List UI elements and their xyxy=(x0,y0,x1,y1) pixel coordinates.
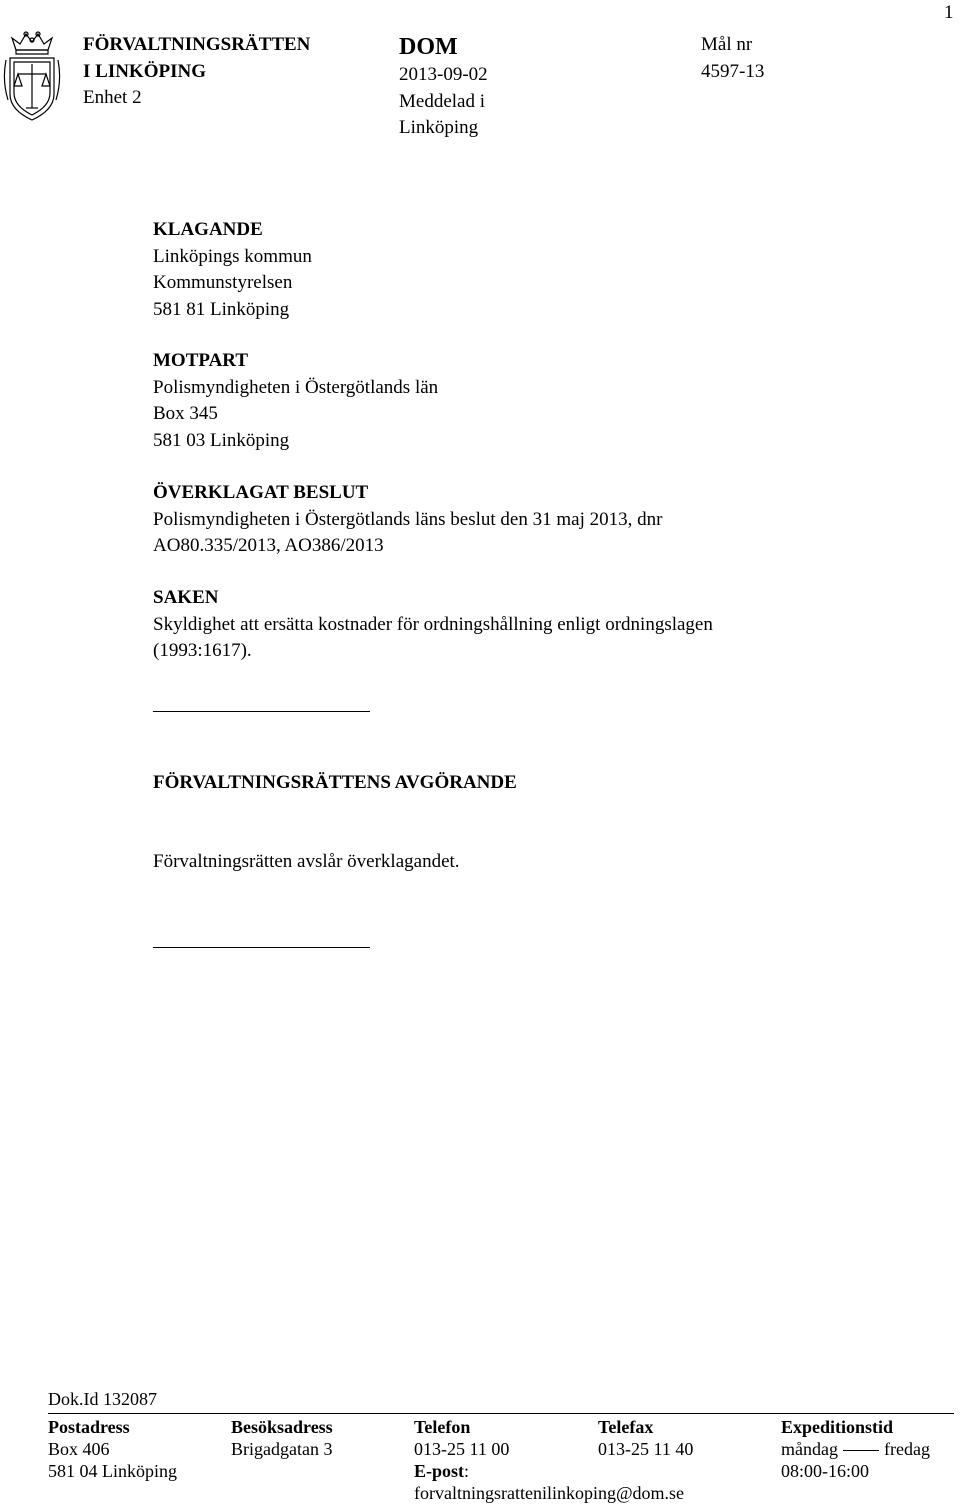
klagande-line: Kommunstyrelsen xyxy=(153,272,293,293)
telefon-label: Telefon xyxy=(414,1417,471,1437)
footer-divider xyxy=(48,1413,954,1414)
overklagat-beslut-section xyxy=(153,480,853,560)
avgorande-heading: FÖRVALTNINGSRÄTTENS AVGÖRANDE xyxy=(153,772,517,793)
postadress-line: 581 04 Linköping xyxy=(48,1461,177,1481)
issued-place: Linköping xyxy=(399,117,479,138)
separator-line xyxy=(153,711,370,712)
footer-telefax xyxy=(598,1416,693,1460)
motpart-line: 581 03 Linköping xyxy=(153,429,290,451)
overklagat-line: AO80.335/2013, AO386/2013 xyxy=(153,535,384,556)
email-label: E-post xyxy=(414,1461,465,1481)
court-name-line2: I LINKÖPING xyxy=(83,60,206,82)
email-colon: : xyxy=(464,1461,470,1481)
saken-heading: SAKEN xyxy=(153,587,219,608)
case-number: 4597-13 xyxy=(701,60,765,82)
motpart-heading: MOTPART xyxy=(153,350,249,371)
motpart-line: Box 345 xyxy=(153,403,218,424)
motpart-line: Polismyndigheten i Östergötlands län xyxy=(153,376,439,398)
expeditionstid-day-from: måndag xyxy=(781,1439,838,1459)
document-type: DOM xyxy=(399,34,458,60)
case-number-label: Mål nr xyxy=(701,34,753,55)
telefax-number: 013-25 11 40 xyxy=(598,1439,694,1459)
court-unit: Enhet 2 xyxy=(83,87,142,108)
document-header xyxy=(399,32,488,142)
klagande-heading: KLAGANDE xyxy=(153,219,263,240)
expeditionstid-hours: 08:00-16:00 xyxy=(781,1461,869,1481)
footer-postadress xyxy=(48,1416,177,1482)
footer-expeditionstid xyxy=(781,1416,930,1482)
dash-line xyxy=(843,1450,879,1451)
court-name-line1: FÖRVALTNINGSRÄTTEN xyxy=(83,34,311,55)
overklagat-heading: ÖVERKLAGAT BESLUT xyxy=(153,482,369,503)
klagande-section xyxy=(153,217,853,323)
saken-line: Skyldighet att ersätta kostnader för ordningshållning enligt ordningslagen xyxy=(153,613,713,635)
motpart-section xyxy=(153,348,853,454)
saken-line: (1993:1617). xyxy=(153,640,252,661)
expeditionstid-day-to: fredag xyxy=(883,1439,930,1459)
expeditionstid-label: Expeditionstid xyxy=(781,1417,894,1437)
besoksadress-label: Besöksadress xyxy=(231,1417,333,1437)
klagande-line: Linköpings kommun xyxy=(153,245,312,267)
coat-of-arms-logo xyxy=(2,30,62,122)
postadress-line: Box 406 xyxy=(48,1439,110,1459)
court-header xyxy=(83,32,310,112)
klagande-line: 581 81 Linköping xyxy=(153,298,290,320)
email-address: forvaltningsrattenilinkoping@dom.se xyxy=(414,1483,685,1503)
document-id: Dok.Id 132087 xyxy=(48,1389,157,1409)
telefax-label: Telefax xyxy=(598,1417,654,1437)
overklagat-line: Polismyndigheten i Östergötlands läns beslut den 31 maj 2013, dnr xyxy=(153,508,663,530)
saken-section xyxy=(153,585,853,665)
avgorande-text: Förvaltningsrätten avslår överklagandet. xyxy=(153,851,460,872)
telefon-number: 013-25 11 00 xyxy=(414,1439,510,1459)
case-header xyxy=(701,32,764,85)
separator-line xyxy=(153,947,370,948)
issued-label: Meddelad i xyxy=(399,90,486,112)
besoksadress-line: Brigadgatan 3 xyxy=(231,1439,333,1459)
document-date: 2013-09-02 xyxy=(399,64,488,85)
footer xyxy=(48,1386,956,1503)
footer-besoksadress xyxy=(231,1416,333,1460)
postadress-label: Postadress xyxy=(48,1417,130,1437)
page-number: 1 xyxy=(944,2,954,23)
